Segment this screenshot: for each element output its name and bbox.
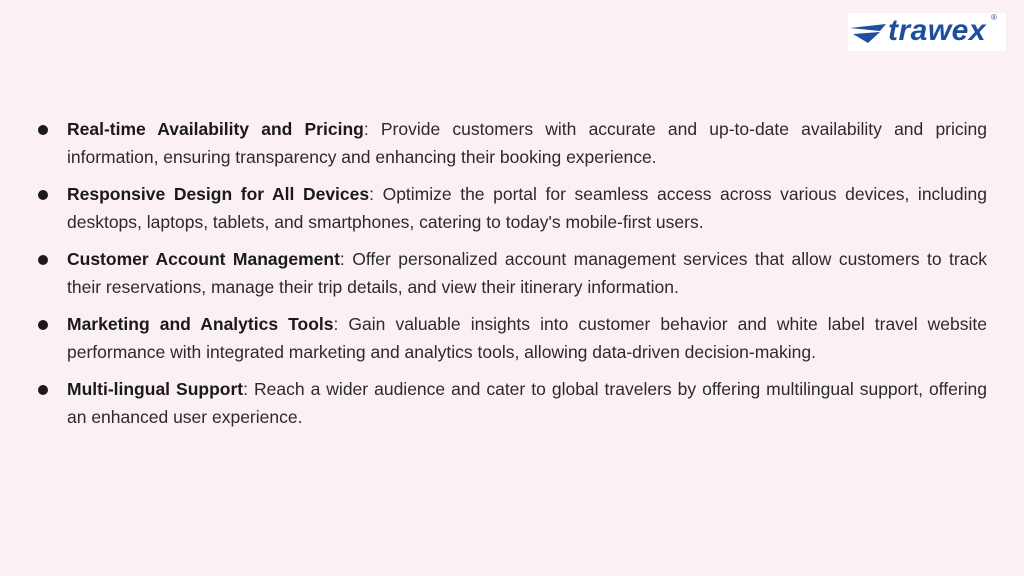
- feature-list: [36, 116, 987, 431]
- feature-term: Customer Account Management: [67, 249, 340, 269]
- registered-mark: ®: [991, 13, 997, 22]
- arrow-swoosh-icon: [850, 22, 888, 44]
- bullet-icon: [38, 255, 48, 265]
- feature-list-container: [36, 116, 987, 441]
- list-item: Customer Account Management: Offer personalized account management services that allow customers to track their reservations, manage their trip details, and view their itinerary information.: [36, 246, 987, 301]
- feature-description: Provide customers with accurate and up-to-date availability and pricing information, ensuring transparency and enhancing their booking experience.: [67, 119, 987, 167]
- feature-term: Marketing and Analytics Tools: [67, 314, 334, 334]
- feature-description: Optimize the portal for seamless access across various devices, including desktops, laptops, tablets, and smartphones, catering to today's mobile-first users.: [67, 184, 988, 232]
- bullet-icon: [38, 385, 48, 395]
- feature-description: Reach a wider audience and cater to global travelers by offering multilingual support, offering an enhanced user experience.: [67, 379, 987, 427]
- feature-term: Responsive Design for All Devices: [67, 184, 370, 204]
- feature-term: Multi-lingual Support: [67, 379, 244, 399]
- feature-term: Real-time Availability and Pricing: [67, 119, 364, 139]
- bullet-icon: [38, 125, 48, 135]
- list-item: Multi-lingual Support: Reach a wider audience and cater to global travelers by offering multilingual support, offering an enhanced user experience.: [36, 376, 987, 431]
- bullet-icon: [38, 320, 48, 330]
- list-item: Responsive Design for All Devices: Optimize the portal for seamless access across various devices, including desktops, laptops, tablets, and smartphones, catering to today's mobile-first users.: [36, 181, 987, 236]
- list-item: Real-time Availability and Pricing: Provide customers with accurate and up-to-date availability and pricing information, ensuring transparency and enhancing their booking experience.: [36, 116, 987, 171]
- bullet-icon: [38, 190, 48, 200]
- trawex-logo: [848, 13, 1006, 51]
- list-item: Marketing and Analytics Tools: Gain valuable insights into customer behavior and white label travel website performance with integrated marketing and analytics tools, allowing data-driven decision-making.: [36, 311, 987, 366]
- feature-description: Gain valuable insights into customer behavior and white label travel website performance with integrated marketing and analytics tools, allowing data-driven decision-making.: [67, 314, 987, 362]
- feature-description: Offer personalized account management services that allow customers to track their reservations, manage their trip details, and view their itinerary information.: [67, 249, 987, 297]
- logo-text: trawex: [888, 14, 987, 47]
